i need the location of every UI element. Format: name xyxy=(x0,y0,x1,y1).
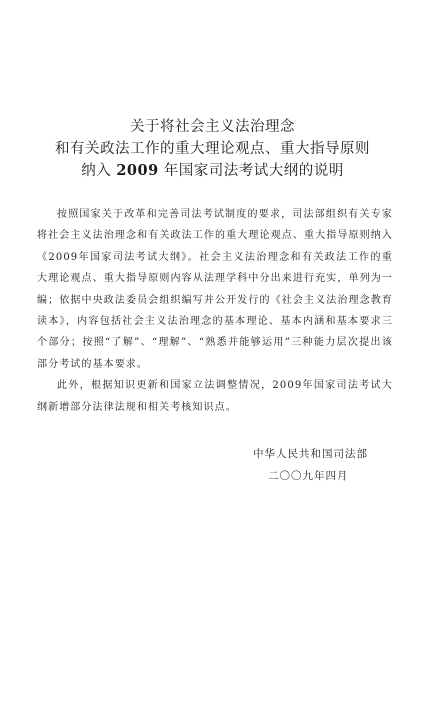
title-year: 2009 xyxy=(116,162,159,179)
paragraph-2: 此外，根据知识更新和国家立法调整情况，2009年国家司法考试大纲新增部分法律法规和相关考核知识点。 xyxy=(37,380,393,413)
title-line-3-prefix: 纳入 xyxy=(81,163,117,179)
document-body xyxy=(37,204,393,418)
signature-date: 二〇〇九年四月 xyxy=(268,470,349,482)
title-line-3 xyxy=(0,160,425,182)
paragraph-1: 按照国家关于改革和完善司法考试制度的要求，司法部组织有关专家将社会主义法治理念和有关政法工作的重大理论观点、重大指导原则纳入《2009年国家司法考试大纲》。社会主义法治理念和有关政法工作的重大理论观点、重大指导原则内容从法理学科中分出来进行充实，单列为一编；依据中央政法委员会组织编写并公开发行的《社会主义法治理念教育读本》，内容包括社会主义法治理念的基本理论、基本内涵和基本要求三个部分；按照“了解”、“理解”、“熟悉并能够运用”三种能力层次提出该部分考试的基本要求。 xyxy=(37,209,393,370)
title-line-2: 和有关政法工作的重大理论观点、重大指导原则 xyxy=(55,141,370,157)
title-line-3-suffix: 年国家司法考试大纲的说明 xyxy=(158,163,344,179)
title-line-1: 关于将社会主义法治理念 xyxy=(130,119,295,135)
document-title xyxy=(0,116,425,182)
signature-organization: 中华人民共和国司法部 xyxy=(253,448,368,460)
